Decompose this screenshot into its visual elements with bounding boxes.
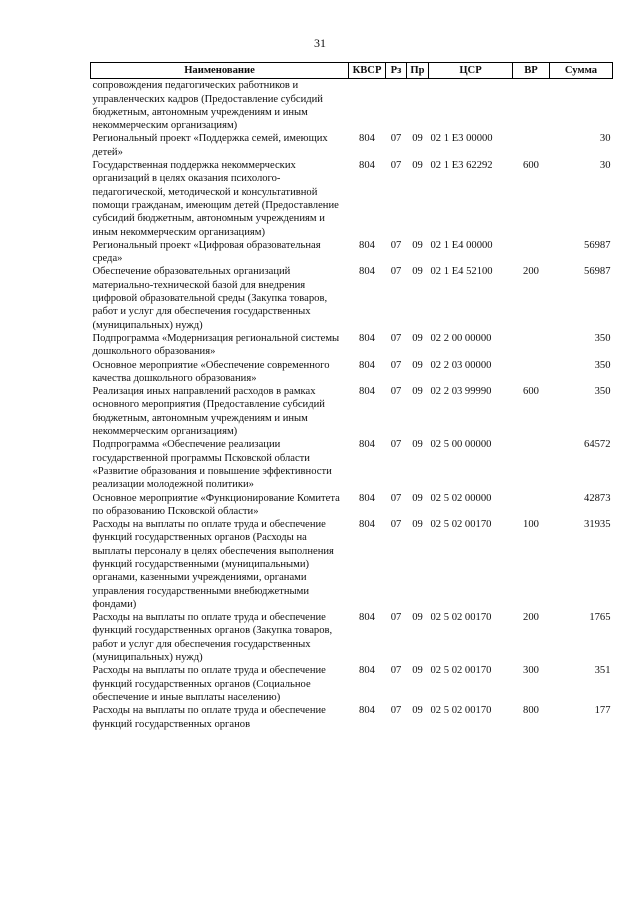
cell-pr: 09 xyxy=(412,239,423,251)
cell-pr: 09 xyxy=(412,612,423,624)
cell-rz: 07 xyxy=(390,612,402,624)
cell-kvsr xyxy=(349,79,386,133)
cell-rz: 07 xyxy=(390,665,402,677)
cell-name: Подпрограмма «Обеспечение реализации государственной программы Псковской области «Развитие образования и повышение эффективности реализации молодежной политики» xyxy=(92,439,332,491)
cell-kvsr: 804 xyxy=(359,386,375,398)
cell-name: Региональный проект «Цифровая образовательная среда» xyxy=(92,239,321,265)
cell-pr: 09 xyxy=(412,439,423,451)
cell-sum: 177 xyxy=(594,705,611,717)
cell-vr: 600 xyxy=(523,386,539,398)
cell-sum: 31935 xyxy=(584,519,611,531)
cell-sum: 1765 xyxy=(589,612,611,624)
cell-vr: 200 xyxy=(523,266,539,278)
cell-rz: 07 xyxy=(390,519,402,531)
cell-csr: 02 5 02 00170 xyxy=(430,612,492,624)
cell-kvsr: 804 xyxy=(359,239,375,251)
table-row xyxy=(91,664,613,704)
cell-vr xyxy=(513,438,550,491)
cell-kvsr: 804 xyxy=(359,359,375,371)
cell-rz xyxy=(386,79,407,133)
cell-vr xyxy=(513,492,550,519)
table-row xyxy=(91,265,613,331)
header-pr: Пр xyxy=(407,63,429,79)
cell-pr: 09 xyxy=(412,133,423,145)
header-name: Наименование xyxy=(91,63,349,79)
cell-csr: 02 5 02 00170 xyxy=(430,665,492,677)
cell-csr: 02 2 00 00000 xyxy=(430,332,492,344)
table-row xyxy=(91,704,613,731)
page-number: 31 xyxy=(314,36,326,50)
cell-pr xyxy=(407,79,429,133)
cell-csr: 02 5 02 00000 xyxy=(430,492,492,504)
table-row xyxy=(91,159,613,239)
cell-kvsr: 804 xyxy=(359,665,375,677)
cell-rz: 07 xyxy=(390,705,402,717)
table-row xyxy=(91,332,613,359)
cell-kvsr: 804 xyxy=(359,519,375,531)
cell-pr: 09 xyxy=(412,332,423,344)
table-row xyxy=(91,611,613,664)
cell-rz: 07 xyxy=(390,492,402,504)
cell-sum: 350 xyxy=(594,359,611,371)
cell-kvsr: 804 xyxy=(359,332,375,344)
cell-kvsr: 804 xyxy=(359,133,375,145)
table-row xyxy=(91,518,613,611)
cell-name: Государственная поддержка некоммерческих организаций в целях оказания психолого-педагогической, методической и консультативной помощи гражданам, имеющим детей (Предоставление субсидий бюджетным, автономным учреждениям и иным некоммерческим организациям) xyxy=(92,160,339,238)
cell-csr: 02 1 E3 62292 xyxy=(430,160,493,172)
table-row xyxy=(91,132,613,159)
cell-vr xyxy=(513,239,550,266)
cell-kvsr: 804 xyxy=(359,612,375,624)
cell-csr: 02 1 E3 00000 xyxy=(430,133,493,145)
cell-kvsr: 804 xyxy=(359,705,375,717)
table-row xyxy=(91,438,613,491)
cell-name: Расходы на выплаты по оплате труда и обеспечение функций государственных органов (Социальное обеспечение и иные выплаты населению) xyxy=(92,665,326,703)
cell-sum: 42873 xyxy=(584,492,611,504)
cell-rz: 07 xyxy=(390,359,402,371)
cell-csr: 02 1 E4 52100 xyxy=(430,266,493,278)
cell-vr xyxy=(513,359,550,386)
table-row xyxy=(91,385,613,438)
cell-rz: 07 xyxy=(390,439,402,451)
cell-vr xyxy=(513,132,550,159)
cell-rz: 07 xyxy=(390,266,402,278)
cell-vr: 300 xyxy=(523,665,539,677)
cell-pr: 09 xyxy=(412,492,423,504)
cell-name: Основное мероприятие «Функционирование Комитета по образованию Псковской области» xyxy=(92,492,340,517)
cell-kvsr: 804 xyxy=(359,160,375,172)
cell-vr xyxy=(513,332,550,359)
cell-csr: 02 2 03 99990 xyxy=(430,386,492,398)
cell-sum: 56987 xyxy=(584,239,611,251)
cell-sum: 30 xyxy=(599,160,611,172)
cell-rz: 07 xyxy=(390,133,402,145)
cell-vr: 600 xyxy=(523,160,539,172)
header-csr: ЦСР xyxy=(429,63,513,79)
cell-sum: 350 xyxy=(594,332,611,344)
cell-name: Основное мероприятие «Обеспечение современного качества дошкольного образования» xyxy=(92,359,330,384)
cell-sum: 351 xyxy=(594,665,611,677)
cell-csr: 02 1 E4 00000 xyxy=(430,239,493,251)
cell-sum: 350 xyxy=(594,386,611,398)
cell-name: сопровождения педагогических работников и управленческих кадров (Предоставление субсидий бюджетным, автономным учреждениям и иным некоммерческим организациям) xyxy=(92,80,323,132)
cell-name: Обеспечение образовательных организаций материально-технической базой для внедрения цифровой образовательной среды (Закупка товаров, работ и услуг для обеспечения государственных (муниципальных) нужд) xyxy=(92,266,328,331)
table-row xyxy=(91,359,613,386)
header-kvsr: КВСР xyxy=(349,63,386,79)
cell-pr: 09 xyxy=(412,386,423,398)
cell-vr: 800 xyxy=(523,705,539,717)
table-header-row xyxy=(91,63,613,79)
cell-sum: 56987 xyxy=(584,266,611,278)
cell-pr: 09 xyxy=(412,359,423,371)
cell-name: Реализация иных направлений расходов в рамках основного мероприятия (Предоставление субсидий бюджетным, автономным учреждениям и иным некоммерческим организациям) xyxy=(92,386,325,438)
cell-kvsr: 804 xyxy=(359,266,375,278)
cell-sum xyxy=(550,79,613,133)
table-row xyxy=(91,79,613,133)
cell-pr: 09 xyxy=(412,705,423,717)
cell-name: Региональный проект «Поддержка семей, имеющих детей» xyxy=(92,133,328,158)
cell-name: Расходы на выплаты по оплате труда и обеспечение функций государственных органов (Расходы на выплаты персоналу в целях обеспечения выполнения функций государственными (муниципальными) органами, казенными учреждениями, органами управления государственными внебюджетными фондами) xyxy=(92,519,334,610)
cell-name: Расходы на выплаты по оплате труда и обеспечение функций государственных органов xyxy=(92,705,326,730)
cell-rz: 07 xyxy=(390,386,402,398)
header-vr: ВР xyxy=(513,63,550,79)
cell-pr: 09 xyxy=(412,665,423,677)
cell-kvsr: 804 xyxy=(359,492,375,504)
cell-pr: 09 xyxy=(412,519,423,531)
cell-vr xyxy=(513,79,550,133)
cell-rz: 07 xyxy=(390,239,402,251)
budget-table xyxy=(90,62,613,731)
cell-vr: 100 xyxy=(523,519,539,531)
cell-csr: 02 5 00 00000 xyxy=(430,439,492,451)
cell-name: Расходы на выплаты по оплате труда и обеспечение функций государственных органов (Закупка товаров, работ и услуг для обеспечения государственных (муниципальных) нужд) xyxy=(92,612,333,664)
cell-sum: 30 xyxy=(599,133,611,145)
cell-pr: 09 xyxy=(412,266,423,278)
cell-kvsr: 804 xyxy=(359,439,375,451)
cell-pr: 09 xyxy=(412,160,423,172)
header-rz: Рз xyxy=(386,63,407,79)
cell-vr: 200 xyxy=(523,612,539,624)
cell-sum: 64572 xyxy=(584,439,611,451)
cell-csr: 02 2 03 00000 xyxy=(430,359,492,371)
cell-rz: 07 xyxy=(390,160,402,172)
cell-name: Подпрограмма «Модернизация региональной системы дошкольного образования» xyxy=(92,332,340,358)
cell-csr: 02 5 02 00170 xyxy=(430,519,492,531)
header-sum: Сумма xyxy=(550,63,613,79)
cell-csr xyxy=(429,79,513,133)
table-row xyxy=(91,239,613,266)
cell-csr: 02 5 02 00170 xyxy=(430,705,492,717)
cell-rz: 07 xyxy=(390,332,402,344)
table-row xyxy=(91,492,613,519)
